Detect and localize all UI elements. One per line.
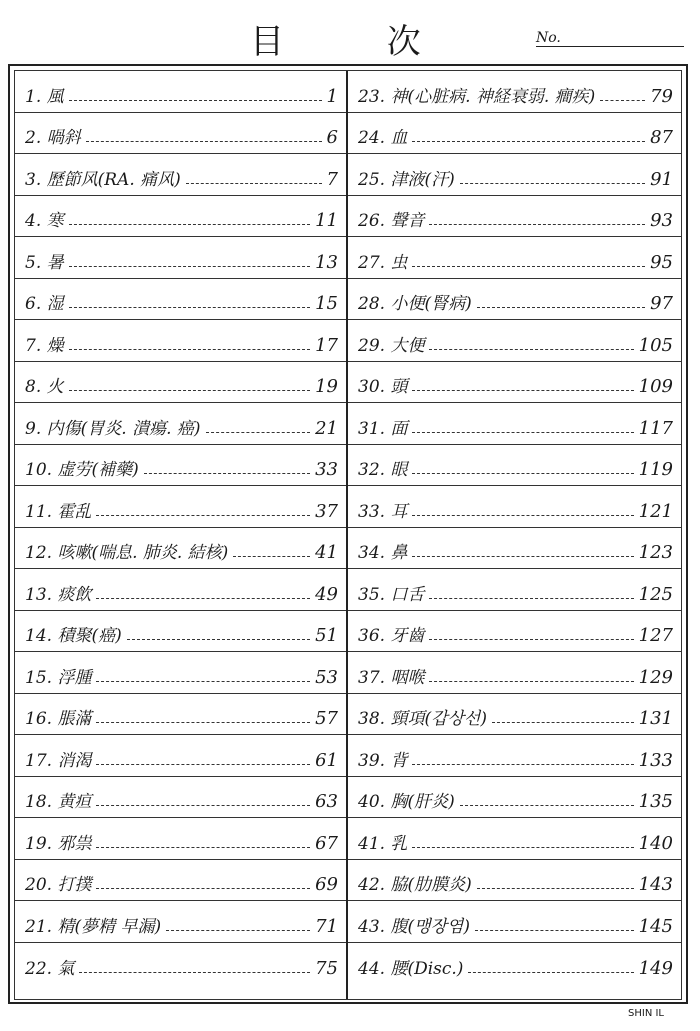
leader-dots [412,847,633,848]
left-column [15,71,348,999]
toc-row [15,694,346,736]
toc-page-number: 19 [315,376,338,397]
leader-dots [492,722,634,723]
toc-row [15,237,346,279]
toc-row [15,362,346,404]
leader-dots [475,930,634,931]
leader-dots [69,307,310,308]
toc-page-number: 143 [638,874,673,895]
toc-page-number: 121 [638,500,673,522]
leader-dots [429,224,645,225]
toc-title: 2. 喎斜 [25,128,81,148]
toc-title: 33. 耳 [358,501,408,522]
toc-title: 21. 精(夢精 早漏) [25,916,162,937]
toc-row [15,113,346,155]
leader-dots [429,349,633,350]
toc-title: 35. 口舌 [358,584,425,605]
leader-dots [429,598,633,599]
toc-row [15,611,346,653]
leader-dots [96,598,310,599]
toc-page-number: 131 [638,708,673,729]
leader-dots [233,556,310,557]
leader-dots [96,888,310,889]
toc-row [348,777,681,819]
toc-page-number: 49 [315,583,338,605]
toc-title: 7. 燥 [25,335,64,356]
leader-dots [412,515,633,516]
toc-title: 5. 暑 [25,252,64,273]
toc-page-number: 21 [315,417,338,439]
leader-dots [69,100,322,101]
leader-dots [96,805,310,806]
toc-page-number: 95 [650,251,673,273]
toc-page-number: 87 [650,127,673,148]
toc-row [348,735,681,777]
leader-dots [429,639,633,640]
toc-page-number: 135 [638,791,673,812]
leader-dots [600,100,645,101]
toc-row [348,943,681,985]
toc-title: 25. 津液(汗) [358,169,455,190]
leader-dots [96,515,310,516]
leader-dots [460,805,634,806]
toc-row [348,569,681,611]
toc-title: 32. 眼 [358,460,408,480]
toc-page-number: 15 [315,293,338,314]
toc-title: 6. 湿 [25,294,64,314]
number-field: No. [536,30,684,47]
toc-page-number: 69 [315,874,338,895]
toc-page-number: 123 [638,542,673,563]
page-title: 目 次 [250,22,467,62]
toc-page-number: 149 [638,958,673,979]
toc-title: 39. 背 [358,750,408,771]
toc-page-number: 1 [326,85,338,107]
leader-dots [96,847,310,848]
toc-page-number: 17 [315,334,338,356]
toc-row [15,777,346,819]
toc-row [348,818,681,860]
toc-title: 42. 脇(肋膜炎) [358,875,472,895]
leader-dots [96,764,310,765]
toc-title: 11. 霍乱 [25,501,92,522]
leader-dots [477,888,634,889]
toc-title: 36. 牙齒 [358,626,425,646]
table-of-contents [14,70,682,1000]
toc-title: 23. 神(心脏病. 神経衰弱. 癎疾) [358,86,596,107]
toc-title: 30. 頭 [358,377,408,397]
leader-dots [206,432,311,433]
leader-dots [127,639,310,640]
toc-page-number: 140 [638,832,673,854]
toc-page-number: 145 [638,915,673,937]
toc-row [15,196,346,238]
toc-row [15,943,346,985]
toc-title: 16. 脹滿 [25,709,92,729]
leader-dots [96,681,310,682]
toc-row [15,818,346,860]
leader-dots [412,432,633,433]
toc-page-number: 91 [650,168,673,190]
toc-page-number: 11 [315,210,338,231]
toc-row [15,445,346,487]
toc-row [15,569,346,611]
toc-row [348,279,681,321]
toc-title: 17. 消渴 [25,750,92,771]
toc-row [348,362,681,404]
toc-title: 22. 氣 [25,959,75,979]
toc-page-number: 109 [638,376,673,397]
leader-dots [412,473,633,474]
toc-title: 3. 歷節风(RA. 痛风) [25,169,181,190]
toc-title: 38. 頸項(갑상선) [358,709,487,729]
toc-row [15,735,346,777]
toc-title: 43. 腹(맹장염) [358,916,470,937]
toc-row [15,403,346,445]
toc-title: 37. 咽喉 [358,667,425,688]
leader-dots [69,349,310,350]
toc-page-number: 7 [326,168,338,190]
leader-dots [412,556,633,557]
toc-title: 19. 邪祟 [25,833,92,854]
leader-dots [69,390,310,391]
toc-title: 44. 腰(Disc.) [358,959,464,979]
leader-dots [96,722,310,723]
footer-mark: SHIN IL [628,1008,664,1019]
toc-row [348,237,681,279]
toc-row [348,694,681,736]
toc-row [348,113,681,155]
leader-dots [144,473,310,474]
leader-dots [412,764,633,765]
toc-title: 40. 胸(肝炎) [358,792,455,812]
toc-row [15,528,346,570]
toc-row [15,652,346,694]
toc-row [348,71,681,113]
toc-page-number: 119 [638,459,673,480]
leader-dots [186,183,322,184]
leader-dots [86,141,322,142]
toc-page-number: 127 [638,625,673,646]
toc-page-number: 51 [315,625,338,646]
toc-row [348,154,681,196]
toc-title: 31. 面 [358,418,408,439]
toc-title: 10. 虚劳(補藥) [25,460,139,480]
toc-title: 41. 乳 [358,833,408,854]
toc-title: 27. 虫 [358,252,408,273]
toc-page-number: 33 [315,459,338,480]
toc-row [348,528,681,570]
toc-page-number: 61 [315,749,338,771]
toc-title: 28. 小便(腎病) [358,294,472,314]
toc-title: 26. 聲音 [358,211,425,231]
toc-title: 1. 風 [25,86,64,107]
toc-row [348,196,681,238]
right-column [348,71,681,999]
toc-page-number: 71 [315,915,338,937]
toc-title: 13. 痰飲 [25,584,92,605]
toc-page-number: 125 [638,583,673,605]
toc-title: 18. 黄疸 [25,792,92,812]
toc-row [15,860,346,902]
toc-page-number: 63 [315,791,338,812]
leader-dots [412,266,645,267]
toc-page-number: 41 [315,542,338,563]
leader-dots [69,224,310,225]
leader-dots [79,972,310,973]
toc-page-number: 57 [315,708,338,729]
toc-title: 29. 大便 [358,335,425,356]
toc-title: 24. 血 [358,128,408,148]
leader-dots [412,141,645,142]
toc-title: 20. 打撲 [25,875,92,895]
toc-page-number: 93 [650,210,673,231]
leader-dots [468,972,633,973]
toc-page-number: 67 [315,832,338,854]
toc-page-number: 105 [638,334,673,356]
toc-page-number: 79 [650,85,673,107]
leader-dots [477,307,645,308]
toc-row [348,445,681,487]
toc-row [348,320,681,362]
toc-row [15,901,346,943]
toc-row [15,486,346,528]
toc-title: 14. 積聚(癌) [25,626,122,646]
toc-row [348,403,681,445]
toc-page-number: 37 [315,500,338,522]
toc-page-number: 75 [315,958,338,979]
toc-title: 12. 咳嗽(喘息. 肺炎. 結核) [25,543,229,563]
toc-page-number: 117 [638,417,673,439]
leader-dots [460,183,645,184]
toc-title: 8. 火 [25,377,64,397]
toc-row [348,860,681,902]
toc-page-number: 6 [326,127,338,148]
toc-row [15,71,346,113]
toc-row [15,154,346,196]
toc-row [348,652,681,694]
toc-row [348,901,681,943]
toc-title: 4. 寒 [25,211,64,231]
toc-page-number: 133 [638,749,673,771]
toc-page-number: 53 [315,666,338,688]
toc-row [348,611,681,653]
leader-dots [412,390,633,391]
toc-title: 15. 浮腫 [25,667,92,688]
toc-page-number: 13 [315,251,338,273]
toc-page-number: 129 [638,666,673,688]
leader-dots [69,266,310,267]
toc-page-number: 97 [650,293,673,314]
leader-dots [429,681,633,682]
leader-dots [166,930,310,931]
toc-row [15,279,346,321]
toc-row [348,486,681,528]
toc-title: 9. 内傷(胃炎. 潰瘍. 癌) [25,418,201,439]
toc-row [15,320,346,362]
toc-title: 34. 鼻 [358,543,408,563]
